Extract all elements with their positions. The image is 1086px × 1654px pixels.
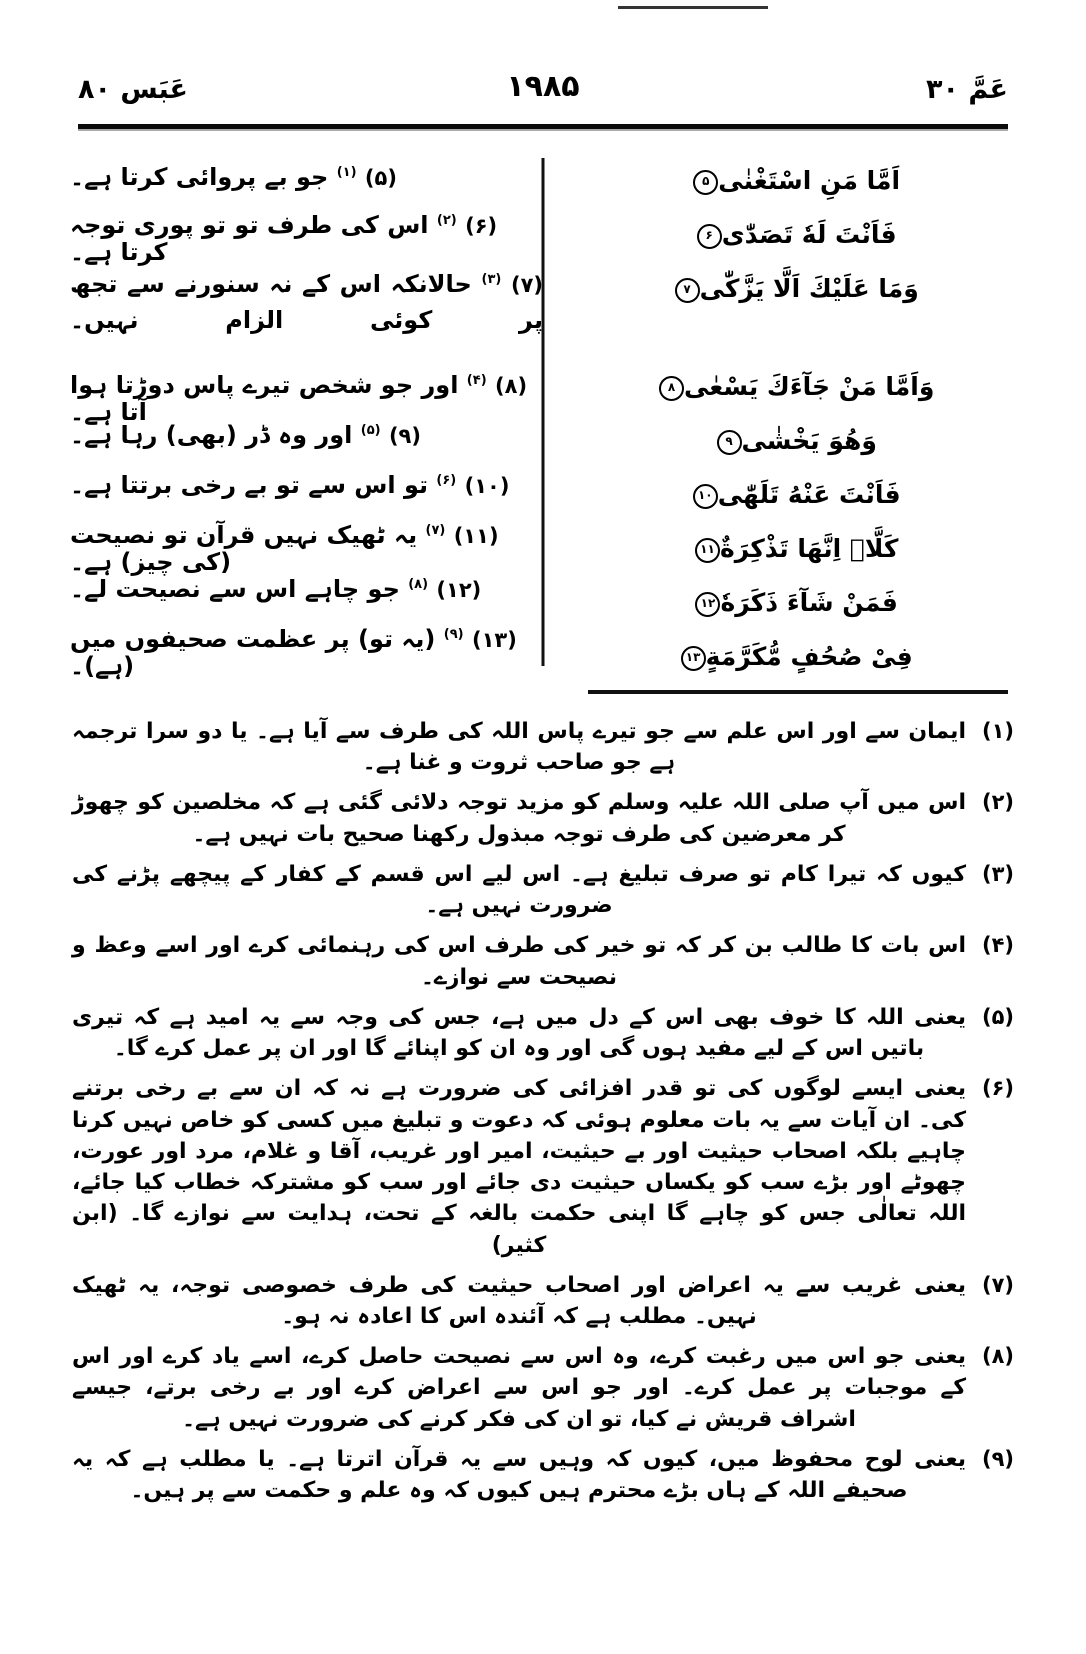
ayah-row	[571, 482, 1016, 509]
header-surah-label: عَبَس ۸۰	[78, 74, 189, 105]
footnote-item	[72, 1002, 1014, 1064]
translation-verse-number: (۱۳)	[471, 628, 517, 652]
ayah-row	[571, 428, 1016, 455]
footnote-text: اس میں آپ صلی اللہ علیہ وسلم کو مزید توجہ دلائی گئی ہے کہ مخلصین کو چھوڑ کر معرضین کی طرف توجہ مبذول رکھنا صحیح بات نہیں ہے۔	[72, 790, 966, 847]
ayah-row	[571, 276, 1016, 303]
page-number: ۱۹۸۵	[506, 69, 580, 104]
translation-verse-number: (۷)	[510, 273, 544, 297]
translation-text: اس کی طرف تو تو پوری توجہ کرتا ہے۔	[70, 211, 429, 266]
translation-text: اور جو شخص تیرے پاس دوڑتا ہوا آتا ہے۔	[70, 371, 459, 426]
footnote-text: یعنی ایسے لوگوں کی تو قدر افزائی کی ضرورت ہے نہ کہ ان سے بے رخی برتنے کی۔ ان آیات سے یہ بات معلوم ہوئی کہ دعوت و تبلیغ میں کسی کو خاص نہیں کرنا چاہیے بلکہ اصحاب حیثیت اور بے حیثیت، امیر اور غریب، آقا و غلام، مرد اور عورت، چھوٹے اور بڑے سب کو یکساں حیثیت دی جائے اور سب کو مشترکہ خطاب کیا جائے، اللہ تعالٰی جس کو چاہے گا اپنی حکمت بالغہ کے تحت، ہدایت سے نوازے گا۔ (ابن کثیر)	[72, 1076, 966, 1258]
footnote-text: اس بات کا طالب بن کر کہ تو خیر کی طرف اس کی رہنمائی کرے اور اسے وعظ و نصیحت سے نوازے۔	[72, 933, 966, 990]
ayah-row	[571, 222, 1016, 249]
translation-footnote-ref: (۳)	[481, 272, 502, 287]
footnote-marker: (۸)	[981, 1344, 1014, 1369]
footnote-marker: (۳)	[981, 861, 1014, 886]
footnote-text: یعنی لوح محفوظ میں، کیوں کہ وہیں سے یہ قرآن اترتا ہے۔ یا مطلب ہے کہ یہ صحیفے اللہ کے ہاں بڑے محترم ہیں کیوں کہ وہ علم و حکمت سے پر ہیں۔	[72, 1446, 966, 1504]
footnote-marker: (۹)	[981, 1446, 1014, 1471]
footnote-item	[72, 930, 1014, 992]
footnote-item	[72, 1073, 1014, 1260]
arabic-verses-column	[571, 150, 1016, 680]
ayah-number-badge: ۵	[693, 170, 718, 195]
ayah-number-badge: ۷	[675, 278, 700, 303]
translation-text: تو اس سے تو بے رخی برتتا ہے۔	[70, 471, 429, 499]
translation-verse-number: (۱۲)	[436, 578, 482, 602]
translation-verse-number: (۵)	[364, 166, 397, 190]
footnote-text: یعنی غریب سے یہ اعراض اور اصحاب حیثیت کی طرف خصوصی توجہ، یہ ٹھیک نہیں۔ مطلب ہے کہ آئندہ اس کا اعادہ نہ ہو۔	[72, 1272, 966, 1329]
footnote-item	[72, 1444, 1014, 1506]
translation-row	[70, 522, 543, 576]
footnotes-section	[72, 716, 1014, 1515]
scripture-block	[70, 150, 1016, 680]
translation-verse-number: (۶)	[465, 214, 498, 238]
translation-verse-number: (۸)	[495, 374, 528, 398]
translation-row	[70, 212, 543, 266]
translation-row	[70, 372, 543, 426]
translation-footnote-ref: (۷)	[425, 523, 446, 538]
translation-row	[70, 576, 543, 603]
footnote-text: یعنی اللہ کا خوف بھی اس کے دل میں ہے، جس کی وجہ سے یہ امید ہے کہ تیری باتیں اس کے لیے مفید ہوں گی اور وہ ان کو اپنائے گا اور ان پر عمل کرے گا۔	[72, 1004, 966, 1062]
footnote-separator-rule	[588, 690, 1008, 694]
ayah-text: اَمَّا مَنِ اسْتَغْنٰى	[718, 166, 901, 195]
translation-footnote-ref: (۱)	[336, 165, 357, 180]
ayah-text: فَمَنْ شَآءَ ذَكَرَهٗ	[720, 588, 898, 617]
ayah-row	[571, 590, 1016, 617]
ayah-number-badge: ۶	[697, 224, 722, 249]
translation-text: جو چاہے اس سے نصیحت لے۔	[70, 575, 400, 603]
ayah-number-badge: ۱۱	[695, 538, 720, 563]
footnote-marker: (۵)	[981, 1004, 1014, 1029]
translation-text: (یہ تو) پر عظمت صحیفوں میں (ہے)۔	[70, 625, 436, 680]
footnote-item	[72, 859, 1014, 921]
translation-footnote-ref: (۵)	[360, 423, 381, 438]
translation-row	[70, 164, 543, 191]
translation-footnote-ref: (۴)	[466, 373, 487, 388]
footnote-text: کیوں کہ تیرا کام تو صرف تبلیغ ہے۔ اس لیے اس قسم کے کفار کے پیچھے پڑنے کی ضرورت نہیں ہے۔	[72, 861, 966, 919]
ayah-row	[571, 644, 1016, 671]
translation-text: یہ ٹھیک نہیں قرآن تو نصیحت (کی چیز) ہے۔	[70, 521, 418, 576]
translation-verse-number: (۱۰)	[464, 474, 510, 498]
top-rule-fragment	[618, 6, 768, 9]
footnote-item	[72, 1270, 1014, 1332]
translation-verse-number: (۹)	[388, 424, 421, 448]
translation-text: جو بے پروائی کرتا ہے۔	[70, 163, 329, 191]
ayah-text: فَاَنْتَ عَنْهُ تَلَهّٰى	[717, 480, 901, 509]
translation-row	[70, 422, 543, 449]
ayah-text: فِىْ صُحُفٍ مُّكَرَّمَةٍ	[705, 642, 913, 671]
translation-footnote-ref: (۸)	[408, 577, 429, 592]
footnote-marker: (۶)	[981, 1076, 1014, 1101]
ayah-row	[571, 168, 1016, 195]
footnote-item	[72, 787, 1014, 849]
header-para-label: عَمَّ ۳۰	[926, 74, 1008, 105]
footnote-item	[72, 1341, 1014, 1435]
header-divider-rule	[78, 124, 1008, 129]
footnote-marker: (۲)	[981, 790, 1014, 815]
page-header	[78, 69, 1008, 120]
translation-row	[70, 472, 543, 499]
ayah-number-badge: ۸	[659, 376, 684, 401]
ayah-text: وَمَا عَلَيْكَ اَلَّا يَزَّكّٰى	[699, 274, 919, 303]
ayah-row	[571, 536, 1016, 563]
footnote-marker: (۴)	[981, 933, 1014, 958]
translation-row	[70, 266, 543, 338]
footnote-item	[72, 716, 1014, 778]
urdu-translation-column	[70, 150, 543, 680]
footnote-marker: (۷)	[981, 1272, 1014, 1297]
ayah-number-badge: ۱۰	[693, 484, 718, 509]
translation-footnote-ref: (۶)	[436, 473, 457, 488]
ayah-text: وَاَمَّا مَنْ جَآءَكَ يَسْعٰى	[684, 372, 935, 401]
translation-footnote-ref: (۹)	[443, 627, 464, 642]
ayah-text: وَهُوَ يَخْشٰى	[741, 426, 877, 455]
translation-text: اور وہ ڈر (بھی) رہا ہے۔	[70, 421, 353, 449]
ayah-number-badge: ۱۳	[681, 646, 706, 671]
ayah-number-badge: ۱۲	[695, 592, 720, 617]
translation-verse-number: (۱۱)	[453, 524, 499, 548]
footnote-text: یعنی جو اس میں رغبت کرے، وہ اس سے نصیحت حاصل کرے، اسے یاد کرے اور اس کے موجبات پر عمل کرے۔ اور جو اس سے اعراض کرے اور بے رخی برتے، جیسے اشراف قریش نے کیا، تو ان کی فکر کرنے کی ضرورت نہیں ہے۔	[72, 1344, 966, 1432]
ayah-text: فَاَنْتَ لَهٗ تَصَدّٰى	[721, 220, 897, 249]
ayah-row	[571, 374, 1016, 401]
translation-row	[70, 626, 543, 680]
translation-footnote-ref: (۲)	[436, 213, 457, 228]
footnote-marker: (۱)	[981, 719, 1014, 743]
ayah-text: كَلَّاۤ اِنَّهَا تَذْكِرَةٌ	[719, 534, 899, 563]
translation-text: حالانکہ اس کے نہ سنورنے سے تجھ پر کوئی الزام نہیں۔	[70, 270, 543, 334]
ayah-number-badge: ۹	[717, 430, 742, 455]
footnote-text: ایمان سے اور اس علم سے جو تیرے پاس اللہ کی طرف سے آیا ہے۔ یا دو سرا ترجمہ ہے جو صاحب ثروت و غنا ہے۔	[72, 719, 966, 776]
